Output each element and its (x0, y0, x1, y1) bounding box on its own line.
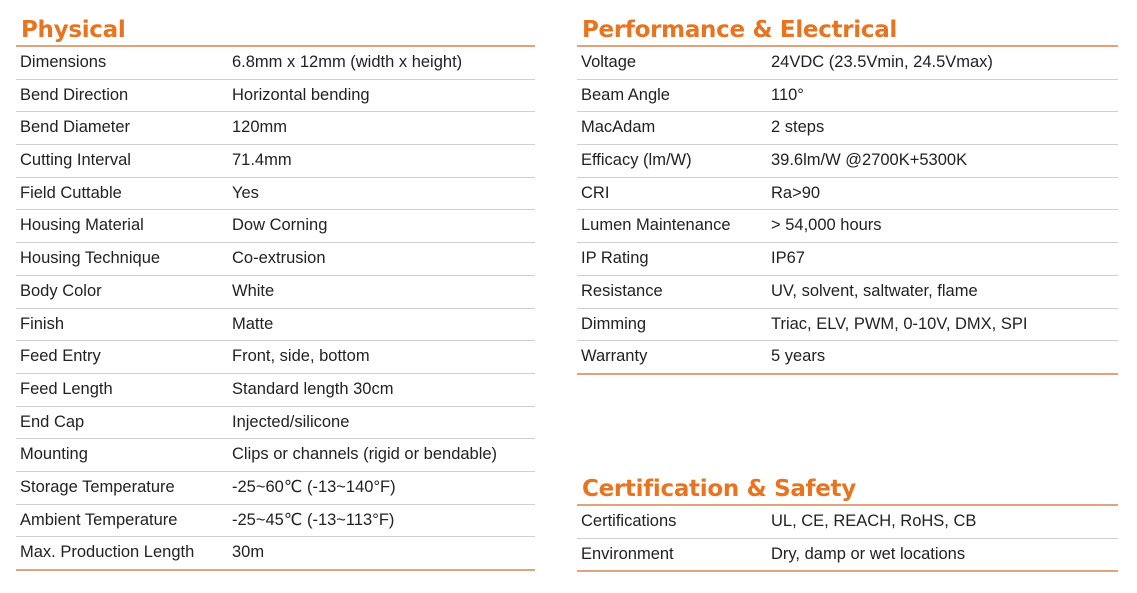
spec-label: End Cap (20, 412, 85, 431)
performance-table (577, 47, 1118, 375)
spec-label: Environment (581, 544, 674, 563)
spec-value: 110° (771, 85, 804, 104)
spec-label: Cutting Interval (20, 151, 131, 170)
performance-row (577, 341, 1118, 375)
physical-row (16, 341, 535, 374)
physical-row (16, 439, 535, 472)
spec-value: 24VDC (23.5Vmin, 24.5Vmax) (771, 53, 993, 71)
spec-label: MacAdam (581, 118, 656, 137)
physical-row (16, 472, 535, 505)
spec-value: UL, CE, REACH, RoHS, CB (771, 512, 977, 530)
spec-label: Voltage (581, 53, 637, 71)
physical-row (16, 374, 535, 407)
spec-value: UV, solvent, saltwater, flame (771, 281, 978, 300)
spec-label: Certifications (581, 512, 677, 530)
spec-value: -25~45℃ (-13~113°F) (232, 510, 395, 529)
performance-section (577, 15, 1118, 375)
spec-label: Ambient Temperature (20, 510, 178, 529)
spec-label: Beam Angle (581, 85, 670, 104)
spec-label: IP Rating (581, 249, 649, 268)
performance-row (577, 210, 1118, 243)
performance-row (577, 309, 1118, 342)
physical-title: Physical (16, 15, 535, 47)
spec-value: > 54,000 hours (771, 216, 882, 235)
spec-value: 39.6lm/W @2700K+5300K (771, 151, 968, 170)
spec-label: Resistance (581, 281, 663, 300)
spec-value: 30m (232, 543, 265, 562)
physical-row (16, 112, 535, 145)
spec-value: Matte (232, 314, 274, 333)
spec-label: Dimensions (20, 53, 107, 71)
performance-title: Performance & Electrical (577, 15, 1118, 47)
spec-label: Max. Production Length (20, 543, 195, 562)
certification-table (577, 506, 1118, 572)
spec-value: 71.4mm (232, 151, 292, 170)
performance-row (577, 145, 1118, 178)
spec-label: Lumen Maintenance (581, 216, 731, 235)
certification-row (577, 506, 1118, 539)
spec-label: Housing Material (20, 216, 144, 235)
spec-value: Clips or channels (rigid or bendable) (232, 445, 498, 464)
physical-row (16, 47, 535, 80)
spec-label: Bend Diameter (20, 118, 131, 137)
spec-label: Feed Entry (20, 347, 101, 366)
spec-label: Field Cuttable (20, 183, 122, 202)
spec-value: Triac, ELV, PWM, 0-10V, DMX, SPI (771, 314, 1028, 333)
physical-row (16, 243, 535, 276)
performance-row (577, 178, 1118, 211)
spec-value: Horizontal bending (232, 85, 370, 104)
spec-value: IP67 (771, 249, 805, 268)
performance-row (577, 47, 1118, 80)
certification-title: Certification & Safety (577, 474, 1118, 506)
performance-row (577, 80, 1118, 113)
spec-label: CRI (581, 183, 610, 202)
physical-table (16, 47, 535, 571)
spec-value: Ra>90 (771, 183, 821, 202)
performance-row (577, 243, 1118, 276)
performance-row (577, 112, 1118, 145)
physical-row (16, 210, 535, 243)
physical-row (16, 145, 535, 178)
spec-label: Mounting (20, 445, 88, 464)
physical-row (16, 80, 535, 113)
spec-value: Dow Corning (232, 216, 328, 235)
spec-label: Storage Temperature (20, 477, 175, 496)
physical-row (16, 407, 535, 440)
performance-row (577, 276, 1118, 309)
spec-value: White (232, 281, 275, 300)
spec-value: Co-extrusion (232, 249, 326, 268)
physical-row (16, 537, 535, 571)
certification-section (577, 474, 1118, 572)
spec-label: Dimming (581, 314, 647, 333)
physical-row (16, 309, 535, 342)
spec-value: 2 steps (771, 118, 825, 137)
spec-label: Feed Length (20, 379, 113, 398)
spec-value: Dry, damp or wet locations (771, 544, 966, 563)
spec-label: Warranty (581, 347, 648, 366)
spec-value: 6.8mm x 12mm (width x height) (232, 53, 463, 71)
physical-row (16, 178, 535, 211)
certification-row (577, 539, 1118, 573)
spec-value: Standard length 30cm (232, 379, 394, 398)
spec-value: 5 years (771, 347, 826, 366)
spec-label: Body Color (20, 281, 102, 300)
physical-row (16, 276, 535, 309)
spec-label: Efficacy (lm/W) (581, 151, 692, 170)
spec-label: Housing Technique (20, 249, 161, 268)
spec-value: Front, side, bottom (232, 347, 370, 366)
spec-value: -25~60℃ (-13~140°F) (232, 477, 396, 496)
physical-row (16, 505, 535, 538)
spec-value: 120mm (232, 118, 288, 137)
physical-section (16, 15, 535, 571)
spec-label: Bend Direction (20, 85, 129, 104)
spec-value: Yes (232, 183, 259, 202)
spec-label: Finish (20, 314, 65, 333)
spec-value: Injected/silicone (232, 412, 350, 431)
